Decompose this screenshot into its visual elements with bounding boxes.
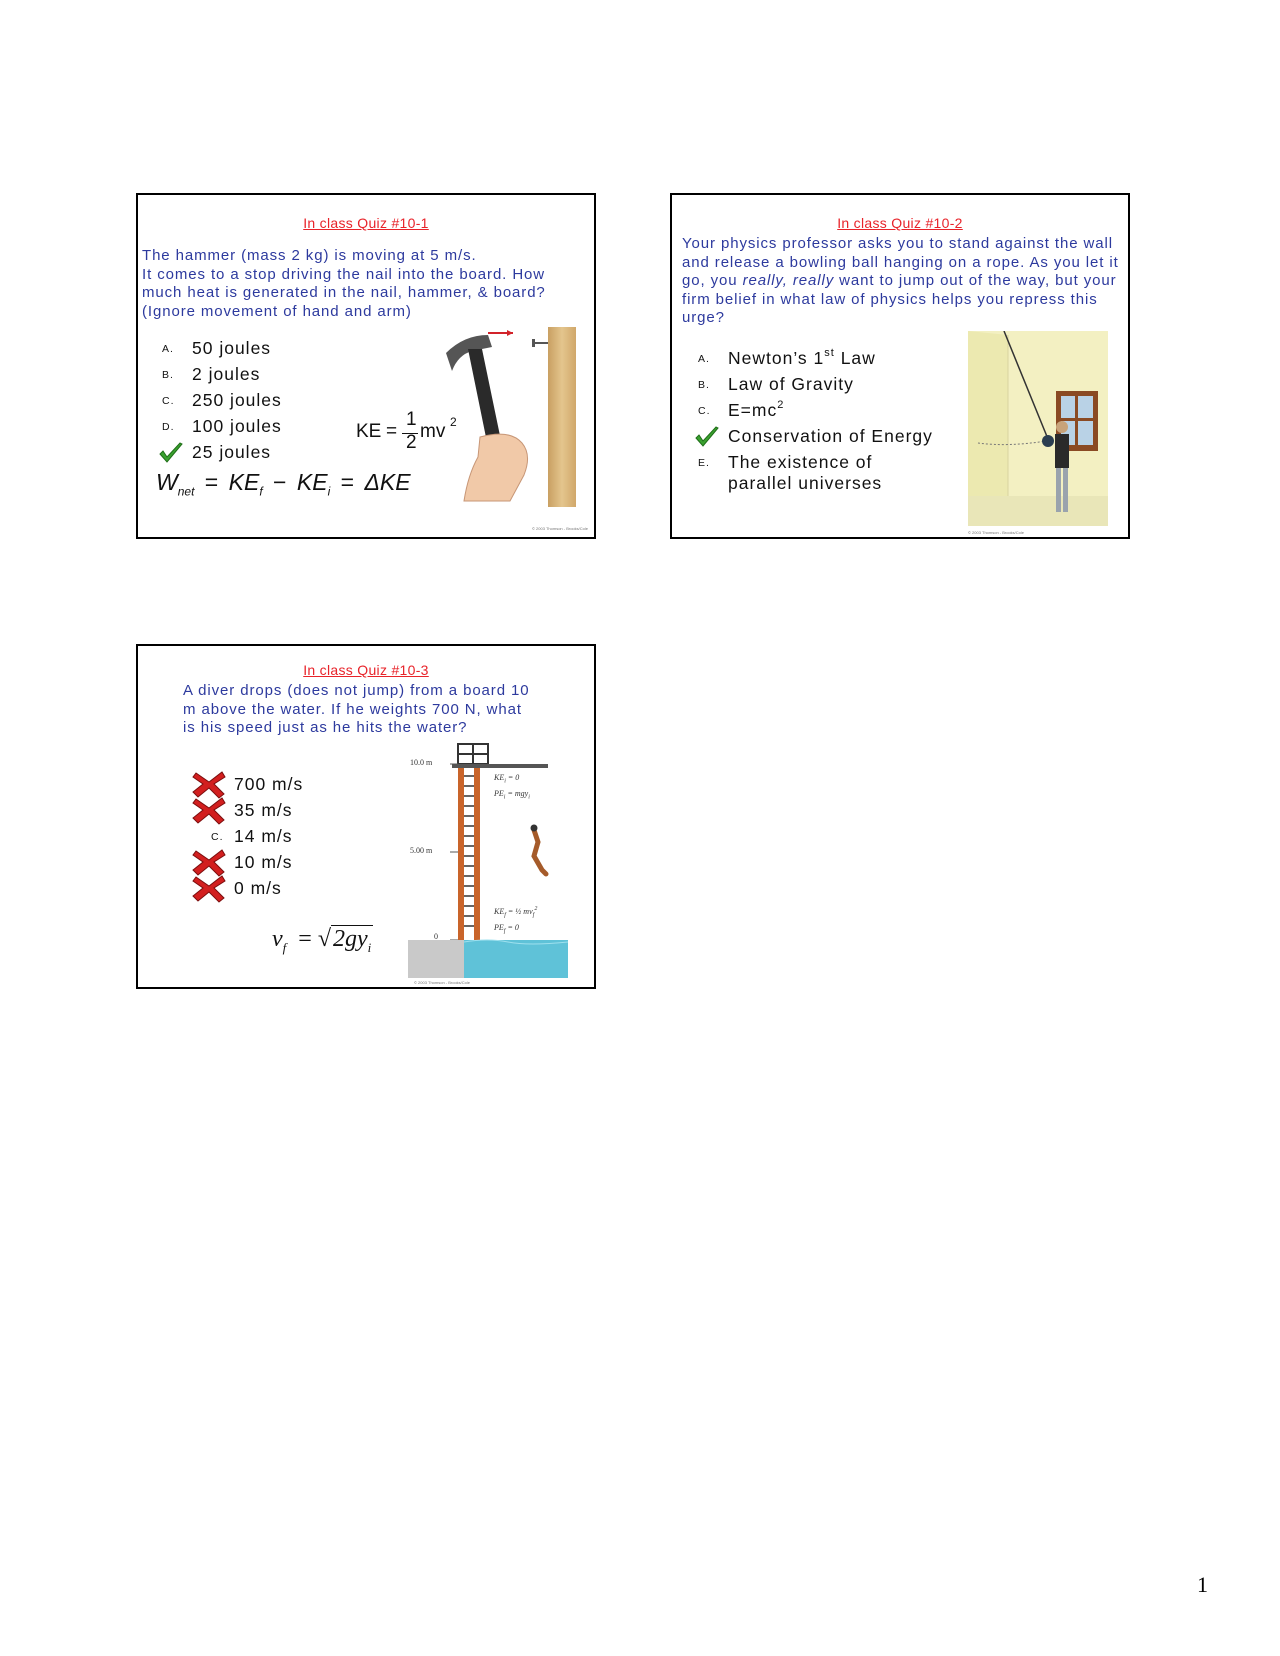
question-line: (Ignore movement of hand and arm) — [142, 302, 412, 320]
height-label-0: 0 — [434, 932, 438, 941]
question-line: The hammer (mass 2 kg) is moving at 5 m/s. — [142, 247, 477, 264]
final-energy-label: $KE_f$ = ½ $mv_f^2$ $PE_f = 0$ — [494, 906, 538, 935]
slide-quiz-10-1: In class Quiz #10-1 The hammer (mass 2 kg) is moving at 5 m/s. It comes to a stop driving the nail into the board. How much heat is generated in the nail, hammer, & board? (Ignore movement of hand and arm) A. 50 joules B. 2 joules C. 250 joules D. 100 joules 25 joules KE = 1 2 mv 2 $W_{net} = KE_f - KE_i = \Delta KE$ © 2003 Thomson - Brooks/Cole — [136, 193, 596, 539]
page-number: 1 — [1197, 1572, 1208, 1597]
slide-quiz-10-2: In class Quiz #10-2 Your physics professor asks you to stand against the wall and release a bowling ball hanging on a rope. As you let it go, you really, really want to jump out of the way, but your firm belief in what law of physics helps you repress this urge? A. Newton’s 1st Law B. Law of Gravity C. $E=mc^2$ Conservation of Energy E. The existence of parallel universes © 2003 Thomson - Brooks/Cole — [670, 193, 1130, 539]
question-line: m above the water. If he weights 700 N, what — [183, 700, 522, 718]
credit-text: © 2003 Thomson - Brooks/Cole — [531, 526, 588, 531]
question-line: much heat is generated in the nail, hammer, & board? — [142, 284, 546, 301]
diving-tower-illustration — [408, 742, 568, 982]
question-line: A diver drops (does not jump) from a board 10 — [183, 682, 530, 699]
check-icon — [694, 425, 720, 449]
diving-board-figure — [408, 742, 568, 982]
velocity-formula: $v_f = √2gy_i$ — [272, 926, 372, 955]
bowling-ball-pendulum-illustration — [968, 331, 1108, 526]
question-text: Your physics professor asks you to stand against the wall and release a bowling ball hanging on a rope. As you let it go, you really, really want to jump out of the way, but your firm belief in what law of physics helps you repress this urge? — [682, 235, 1119, 326]
cross-icon — [192, 873, 226, 903]
slide-quiz-10-3: In class Quiz #10-3 A diver drops (does not jump) from a board 10 m above the water. If he weights 700 N, what is his speed just as he hits the water? 700 m/s 35 m/s C. 14 m/s 10 m/s 0 m/s $v_f = √2gy_i$ 10.0 m 5.00 m 0 $KE_i = 0$ $PE_i = mgy_i$ $KE_f$ = ½ $mv_f^2$ $PE_f = 0$ © 2003 Thomson - Brooks/Cole — [136, 644, 596, 989]
hammer-nail-illustration — [428, 325, 588, 510]
question-text — [142, 247, 592, 321]
question-line: is his speed just as he hits the water? — [183, 719, 468, 736]
slide-title: In class Quiz #10-3 — [303, 662, 429, 678]
work-energy-formula: $W_{net} = KE_f - KE_i = \Delta KE$ — [156, 469, 411, 499]
credit-text: © 2003 Thomson - Brooks/Cole — [414, 980, 471, 985]
cross-icon — [192, 795, 226, 825]
slide-title: In class Quiz #10-2 — [837, 215, 963, 231]
question-text — [183, 682, 583, 738]
credit-text: © 2003 Thomson - Brooks/Cole — [968, 530, 1025, 535]
height-label-10m: 10.0 m — [410, 758, 433, 767]
slide-title: In class Quiz #10-1 — [303, 215, 429, 231]
check-icon — [158, 441, 184, 465]
initial-energy-label: $KE_i = 0$ $PE_i = mgy_i$ — [494, 773, 530, 801]
question-line: It comes to a stop driving the nail into the board. How — [142, 265, 546, 283]
height-label-5m: 5.00 m — [410, 846, 433, 855]
